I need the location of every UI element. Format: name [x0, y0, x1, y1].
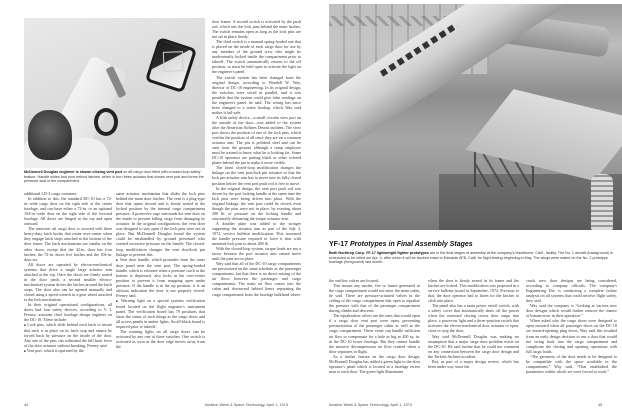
paragraph: “The geometry of the door needs to be designed to be compatible with the space available in the compartment,” Way said. “That established the parameters within which we were forced to work.”: [526, 353, 617, 374]
paragraph: the outflow valves are located.: [329, 278, 380, 283]
article-column-6: [526, 278, 617, 374]
engineer-vent-port-photo: [24, 18, 205, 168]
paragraph: The narrower aft cargo door is secured with three heavy-duty latch hooks that rotate over-center when they engage latch stops attached to the bottom of the door frame. The latch mechanisms are similar on the other doors, except that the 42-in. door has four latches, the 72-in. doors five latches and the 104-in. door six.: [24, 226, 112, 262]
paragraph: The latest closed-loop modification changes the linkage on the vent port/lock pin actuator so that the lock pin actuator arm has to move into its fully closed position before the vent port push rod is free to move.: [212, 165, 301, 186]
paragraph: Way said that all of the DC-10 cargo compartments are pressurized on the same schedule as the passenger compartment, but that there is no direct mixing of the air flows between the passenger and cargo compartments. The main air flow comes into the cabin and downward behind liners separating the cargo compartment from the fuselage bulkhead where: [212, 261, 301, 297]
paragraph: crash, new door designs are being considered, according to company officials. The company's Engineering Div. is conducting a complete failure analysis on all systems that could involve flight safety, they said.: [526, 278, 617, 304]
paragraph: This means any smoke, fire or fumes generated in the cargo compartment would not enter the main cabin, he said. There are pressure-actuated valves in the ceiling of the cargo compartment that open to equalize the pressure with that of the passenger compartment during climbs and descents.: [329, 283, 420, 314]
page-number: 44: [24, 403, 29, 407]
paragraph: Way said McDonnell Douglas was making no assumption that a major cargo door problem exists on the DC-10. He said further that he could not comment on any connection between the cargo door design and the Turkish Airlines accident.: [428, 333, 519, 359]
caption-lead: Both Northrop Corp. YF-17 lightweight fighter prototypes: [329, 251, 429, 255]
caption-body: on aft cargo door fitted with crossed loop safety feature. Handle slides lock pins behind latches, which in turn frees actuator that closes vent port and forms the pressure seal in the compartment.: [24, 170, 204, 184]
paragraph: With the closed-loop system, torque loads are not a factor because the port actuator arm cannot move until the pins are in place.: [212, 246, 301, 262]
headline-model: YF-17: [329, 241, 351, 248]
yf17-assembly-photo: [329, 4, 622, 230]
paragraph: Way said the company is “looking at various new door designs which would further remove the chance of human error in their operation.”: [526, 303, 617, 319]
vent-port-door: [145, 37, 197, 93]
paragraph: But, as part of a major design review, which has been under way since the: [428, 358, 519, 369]
paragraph: same actuator mechanism that slides the lock pins behind the main door latches. The vent is a plug-type door that opens inward and is firmly seated in the locked position by the internal cargo compartment pressure. A protective cage surrounds the vent door on the inside to prevent falling cargo from damaging its actuator. In the original configuration, the vent door was designed to stay open if the lock pins were not in place. But McDonnell Douglas found the system could be mishandled by ground personnel who exerted excessive pressure on the handle. The closed-loop modification changes the vent door/lock pin linkage to prevent this.: [116, 191, 206, 257]
article-column-2: [116, 191, 205, 349]
masthead-footer: Aviation Week & Space Technology, April 1, 1974: [329, 403, 412, 407]
paragraph: In addition to this, the standard DC-10 has a 72-in.-wide cargo door on the right side of the center fuselage, and can have either a 72-in. or an optional 104-in.-wide door on the right side of the forward fuselage. All doors are hinged at the top and open outward.: [24, 196, 112, 227]
photo-headline: [329, 241, 622, 249]
paragraph: A doubler plate was added to the stringer supporting the actuator arm as part of the July 3, 1972, service bulletin modification. This increased the handle pressure required to force it shut with unseated lock pins to about 400 lb.: [212, 220, 301, 247]
bullet-paragraph: ■ Vent port, which is operated by the: [24, 348, 112, 354]
right-page: [311, 0, 622, 420]
article-column-3: [212, 19, 301, 297]
paragraph: All doors are operated by electro-mechanical systems that drive a single large actuator arm attached at the top. Once the doors are firmly seated in the door jamb, a second smaller electro-mechanical system drives the latches around the latch stops. The door also can be opened manually and closed using a speed wrench in a gear wheel attached to the lock mechanism.: [24, 261, 112, 302]
paragraph: door frame. A second switch is activated by the push rod, which sets the lock pins behind the main latches. The switch remains open as long as the lock pins are not set in place firmly.: [212, 19, 301, 40]
paragraph: In the original design, the vent port push rod was driven by the port locking handle at the same time the lock pins were being driven into place. With the original linkage, the vent port could be closed, even though the pins were not in place, by exerting about 200 lb. of pressure on the locking handle and structurally deforming the torque actuator arm.: [212, 185, 301, 221]
bullet-paragraph: ■ Lock pins, which slide behind each latch to insure that each is in place on its latch stop and cannot be forced back by pressure on the inside of the door. Any one of the pins can withstand the full back force of the door actuator without breaking, Feeney said.: [24, 322, 112, 348]
bullet-paragraph: ■ Vent door handle, which protrudes from the outer door panel near the vent port. The spring-loaded handle, which is released when a pressure catch at the bottom is depressed, also locks in the over-center position to prevent it from snapping open under pressure. If the handle is in the up position, it is an obvious indication the door is not properly closed, Feeney said.: [116, 257, 205, 298]
worker-figure: [591, 174, 613, 230]
caption-lead: McDonnell Douglas engineer is shown closing vent port: [24, 170, 123, 174]
masthead-footer: Aviation Week & Space Technology, April 1, 1974: [205, 403, 288, 407]
paragraph: A fifth safety device—a small circular view port on the outside of the door—was added to the system after the American Airlines Detroit incident. The view port shows the position of one of the lock pins, which verifies the position of all since they are on a common actuator arm. The pin is polished steel and can be seen from the ground, although a ramp employee must be trained to know what he is looking for. Some DC-10 operators are putting black or other colored plates behind the pin to make it more visible.: [212, 114, 301, 166]
paragraph: The equalization valves are the ones that would open if a cargo door vent port were open, preventing pressurization of the passenger cabin as well as the cargo compartment. These vents can handle sufficient air flow to compensate for a hole as big as 400 sq. in. in the DC-10 lower fuselage. But they cannot handle the massive decompression air flow created when a door separates in flight.: [329, 313, 420, 354]
paragraph: The third switch is a manual spring-loaded one that is placed on the inside of each cargo door for use by any member of the ground crew who might be inadvertently locked inside the compartment prior to takeoff. The switch automatically returns to the off position, so must be held open to activate the light on the engineer's panel.: [212, 39, 301, 75]
bullet-paragraph: ■ Warning light on a special systems verification board located on the flight engineer's instrument panel. The verification board has 79 positions that show the status of such things as the cargo doors and all access panels in amber lights. An all-black board is required prior to takeoff.: [116, 298, 205, 329]
paragraph: As a further feature on the cargo door design, McDonnell Douglas has added a green light to the door operator's panel which is located in a fuselage recess near to each door. The green light illuminates: [329, 353, 420, 374]
paragraph: additional LD-3 cargo container.: [24, 191, 78, 196]
article-column-4: [329, 278, 420, 374]
page-number: 45: [598, 403, 603, 407]
engineer-head: [28, 110, 72, 160]
paragraph: The warning lights on all cargo doors can be activated by any one of three switches. One switch is activated as soon as the door edge moves away from the: [116, 329, 205, 350]
photo-caption-right: [329, 251, 622, 265]
paragraph: The panel also has a main power on/off switch, with a safety cover that automatically shuts off the power when the rearward closing recess door snaps into place, a power-on light and a three-position switch that activates the electro-mechanical door actuator to open, close or stop the door.: [428, 303, 519, 334]
paragraph: In their original operational configurations, all doors had four safety devices, according to V. J. Feeney, assistant chief fuselage design engineer on the DC-10. These include:: [24, 302, 112, 323]
caption-body: are in the final stages of assembly at the company's Hawthorne, Calif., facility. The No. 1 aircraft (background) is scheduled to be rolled out Apr. 4, after which it will be trucked intact to Edwards AFB, Calif. for flight testing beginning in May. The wings were mated on the No. 2 prototype fuselage (foreground) last month.: [329, 251, 613, 265]
headline-text: Prototypes in Final Assembly Stages: [350, 241, 473, 248]
paragraph: when the door is firmly seated in its frame and the latches are locked. This modification was proposed in a service bulletin issued in September, 1972. Previous to that, the door operator had to listen for the latches to click into place.: [428, 278, 519, 304]
paragraph: When asked why the cargo doors were designed to open outward when all passenger doors on the DC-10 are inward-opening plug doors, Way said this resulted from an early design decision to use a door that would not swing back into the cargo compartment and complicate the closing and opening operations with full cargo loads.: [526, 318, 617, 354]
speed-wrench: [94, 108, 118, 136]
article-column-5: [428, 278, 519, 369]
paragraph: The switch system has been changed from the original design, according to Wendell W. Way, director of DC-10 engineering. In its original design, the switches were wired in parallel, and it was possible that the system could give false readings on the engineer's panel, he said. The wiring has since been changed to a series hookup, which Way said makes it fail-safe.: [212, 74, 301, 115]
photo-caption-left: [24, 170, 205, 184]
article-column-1: [24, 191, 112, 355]
